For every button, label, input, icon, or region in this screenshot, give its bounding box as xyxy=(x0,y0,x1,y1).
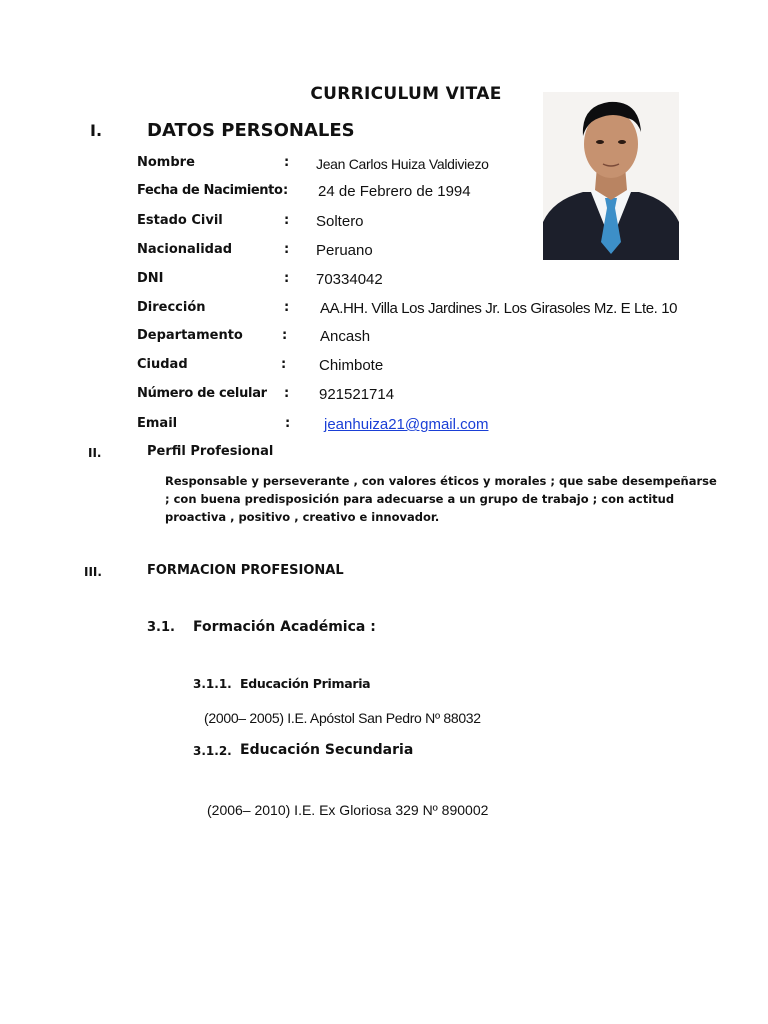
value-celular: 921521714 xyxy=(319,386,395,403)
subsection-3-1-number: 3.1. xyxy=(147,620,175,635)
colon: : xyxy=(284,213,290,228)
section-3-number: III. xyxy=(84,565,102,579)
section-1-title: DATOS PERSONALES xyxy=(147,120,355,141)
label-email: Email xyxy=(137,416,178,431)
value-nombre: Jean Carlos Huiza Valdiviezo xyxy=(316,156,489,172)
document-title: CURRICULUM VITAE xyxy=(310,84,502,104)
colon: : xyxy=(284,155,290,170)
subsection-3-1-2-title: Educación Secundaria xyxy=(240,742,414,758)
subsection-3-1-2-number: 3.1.2. xyxy=(193,744,232,758)
primaria-detail: (2000– 2005) I.E. Apóstol San Pedro Nº 88032 xyxy=(204,710,481,726)
label-direccion: Dirección xyxy=(137,300,206,315)
colon: : xyxy=(284,271,290,286)
label-departamento: Departamento xyxy=(137,328,243,343)
colon: : xyxy=(282,328,288,343)
colon: : xyxy=(284,242,290,257)
section-1-number: I. xyxy=(90,121,103,140)
colon: : xyxy=(284,300,290,315)
section-2-title: Perfil Profesional xyxy=(147,444,274,459)
profile-text: Responsable y perseverante , con valores éticos y morales ; que sabe desempeñarse ; con buena predisposición para adecuarse a un grupo de trabajo ; con actitud proactiva , positivo , creativo e innovador. xyxy=(165,474,717,524)
label-estado-civil: Estado Civil xyxy=(137,213,223,228)
subsection-3-1-title: Formación Académica : xyxy=(193,619,376,635)
label-nombre: Nombre xyxy=(137,155,195,170)
label-celular: Número de celular xyxy=(137,386,267,401)
section-3-title: FORMACION PROFESIONAL xyxy=(147,563,344,578)
section-2-number: II. xyxy=(88,446,102,460)
label-fecha-nacimiento: Fecha de Nacimiento xyxy=(137,183,283,198)
value-ciudad: Chimbote xyxy=(319,357,384,374)
colon: : xyxy=(285,416,291,431)
colon: : xyxy=(284,386,290,401)
value-direccion: AA.HH. Villa Los Jardines Jr. Los Girasoles Mz. E Lte. 10 xyxy=(320,300,678,317)
profile-photo xyxy=(543,92,679,260)
colon: : xyxy=(283,183,289,198)
value-fecha-nacimiento: 24 de Febrero de 1994 xyxy=(318,183,471,200)
label-dni: DNI xyxy=(137,271,164,286)
person-photo-icon xyxy=(543,92,679,260)
subsection-3-1-1-title: Educación Primaria xyxy=(240,676,371,691)
value-estado-civil: Soltero xyxy=(316,213,364,230)
subsection-3-1-1-number: 3.1.1. xyxy=(193,677,232,691)
value-dni: 70334042 xyxy=(316,271,383,288)
value-nacionalidad: Peruano xyxy=(316,242,373,259)
value-departamento: Ancash xyxy=(320,328,371,345)
label-nacionalidad: Nacionalidad xyxy=(137,242,233,257)
email-link[interactable]: jeanhuiza21@gmail.com xyxy=(324,416,489,433)
secundaria-detail: (2006– 2010) I.E. Ex Gloriosa 329 Nº 890002 xyxy=(207,802,489,818)
label-ciudad: Ciudad xyxy=(137,357,188,372)
colon: : xyxy=(281,357,287,372)
